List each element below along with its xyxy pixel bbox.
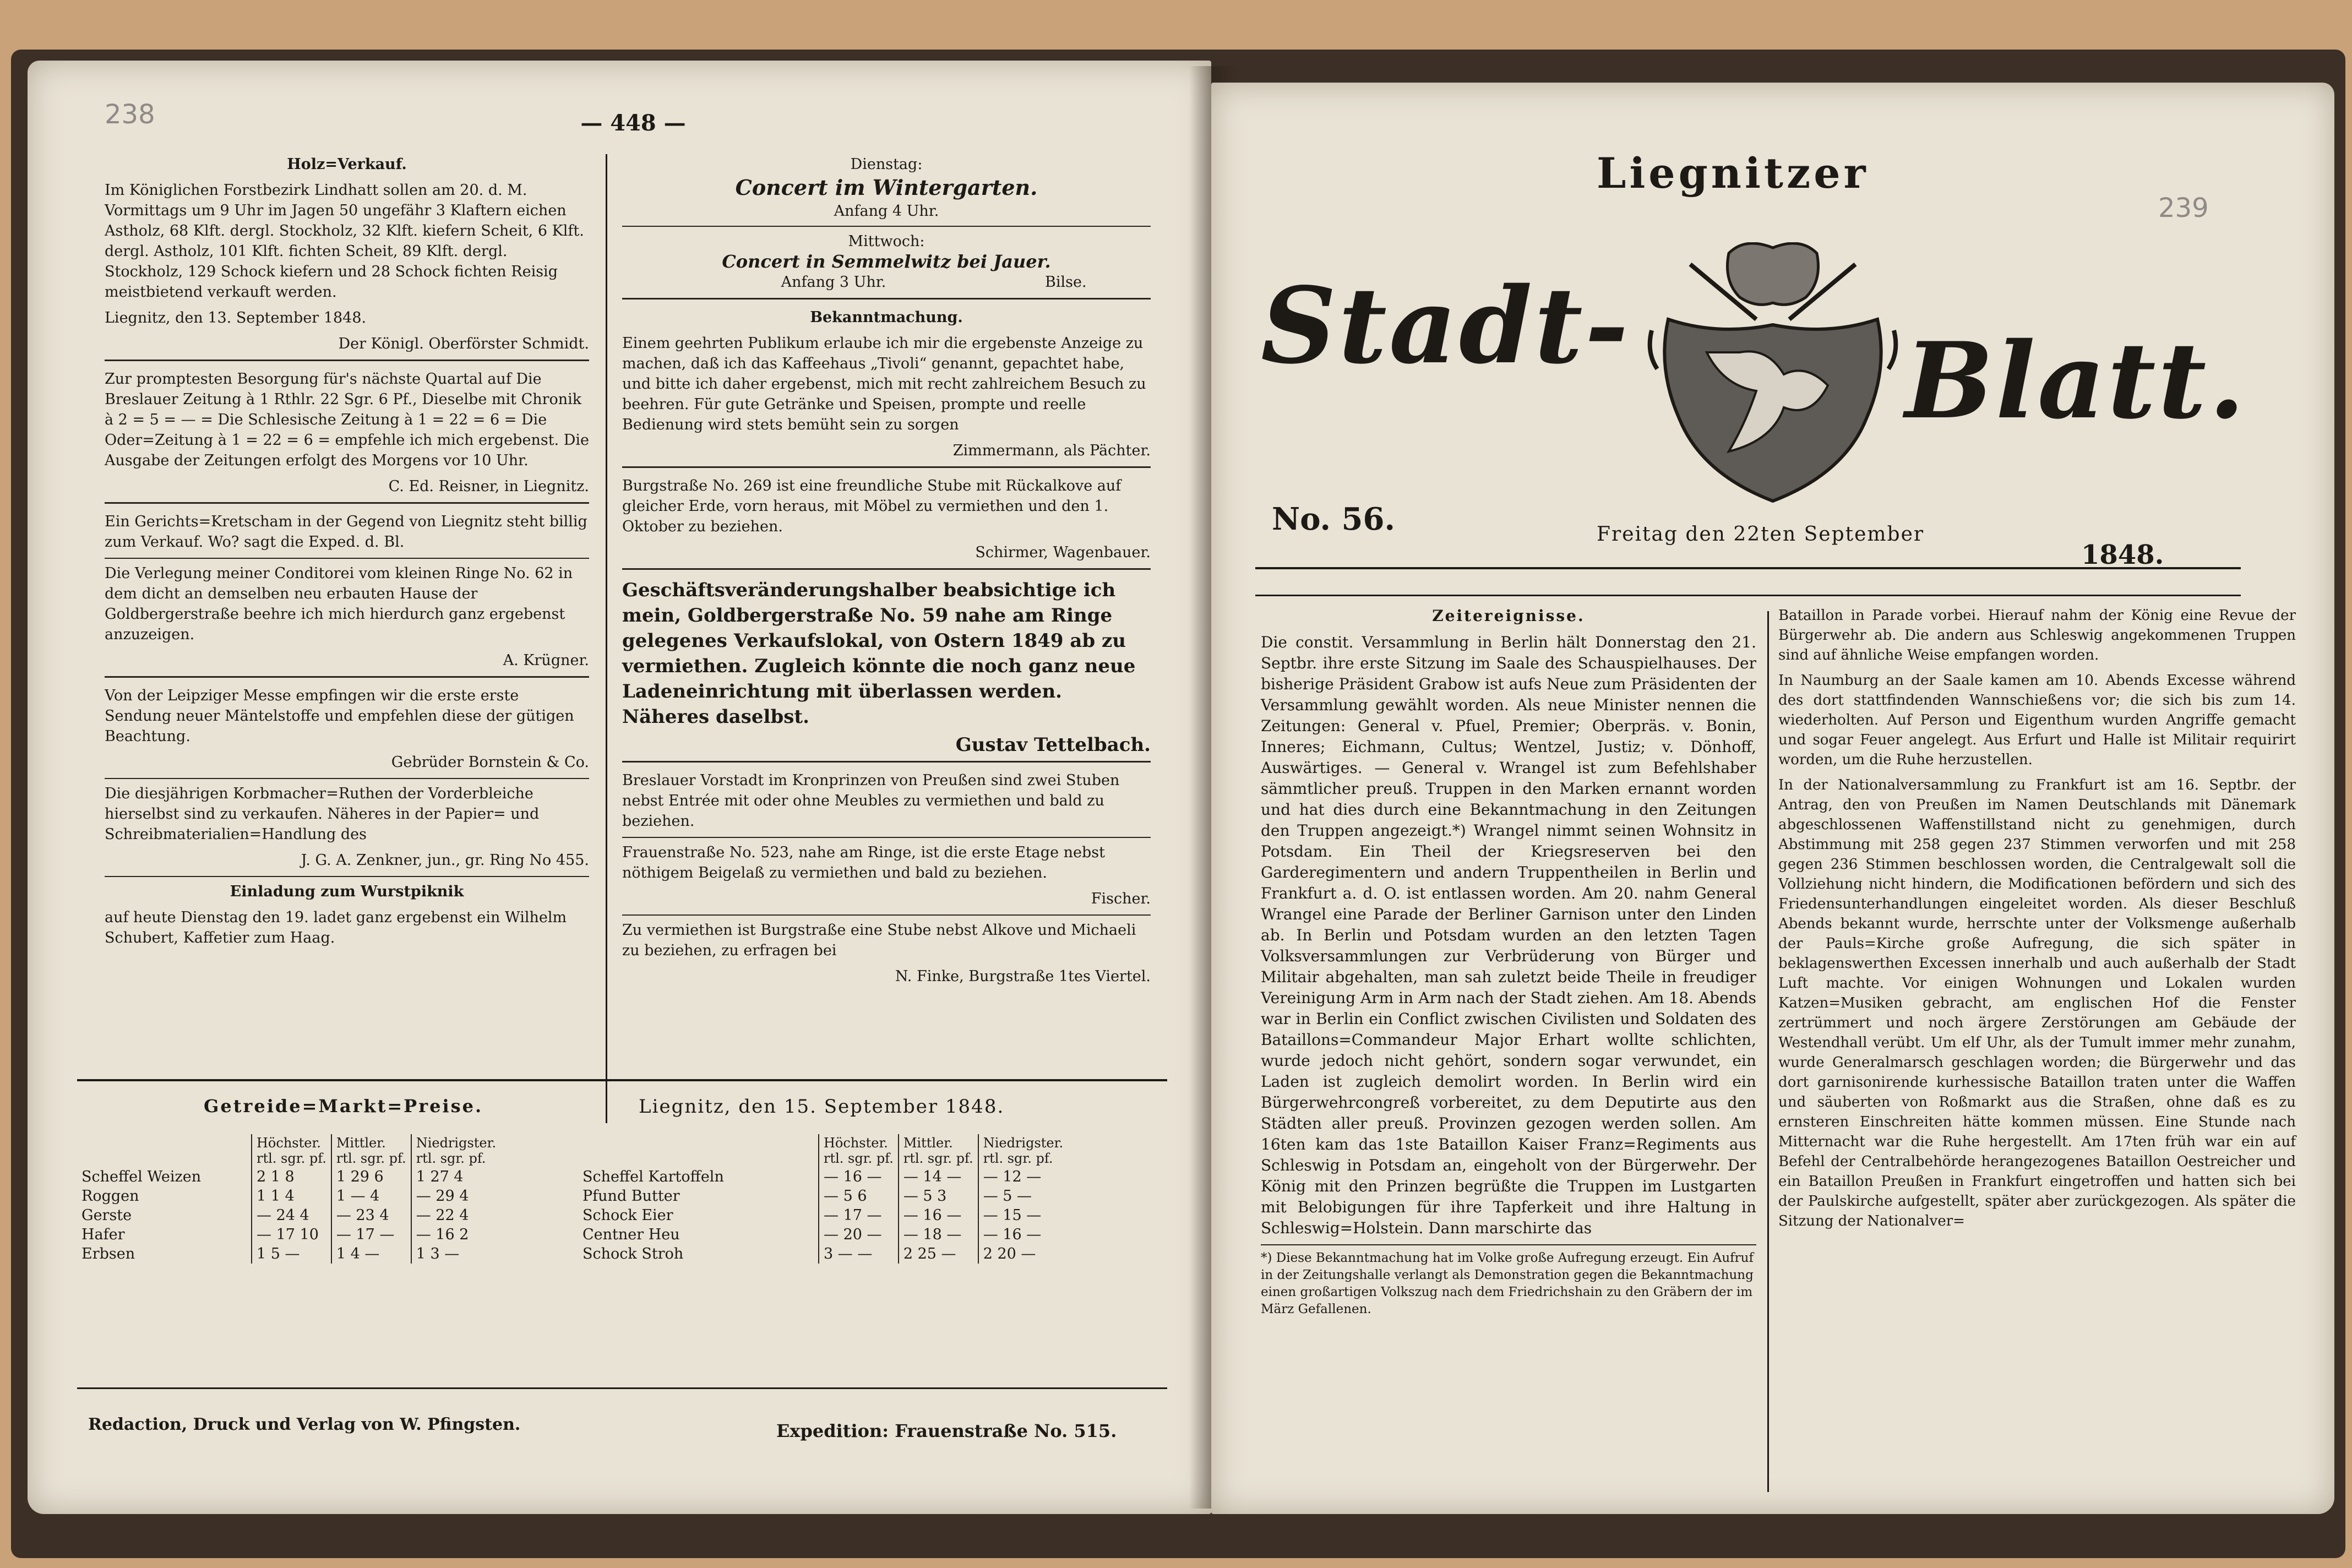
table-row — [77, 1167, 500, 1186]
zeitung-signature: C. Ed. Reisner, in Liegnitz. — [388, 478, 589, 495]
other-table — [578, 1134, 1068, 1264]
column-rule — [1767, 611, 1769, 1492]
price-cell: — 17 10 — [252, 1225, 331, 1244]
conditorei-signature: A. Krügner. — [503, 652, 589, 669]
bekanntmachung-signature: Zimmermann, als Pächter. — [952, 442, 1151, 459]
divider — [105, 502, 589, 504]
price-cell: — 5 6 — [819, 1186, 899, 1206]
dienstag-label: Dienstag: — [850, 156, 923, 173]
geschaeft-ad: Geschäftsveränderungshalber beabsichtige ich mein, Goldbergerstraße No. 59 nahe am Ringe gelegenes Verkaufslokal, von Ostern 1849 ab zu vermiethen. Zugleich könnte die noch ganz neue Ladeneinrichtung mit überlassen werden. Näheres daselbst. — [622, 579, 1136, 728]
right-column-1 — [1261, 606, 1756, 1324]
price-cell: 1 4 — — [331, 1244, 411, 1264]
table-row — [77, 1206, 500, 1225]
price-cell: — 15 — — [978, 1206, 1068, 1225]
table-row — [578, 1206, 1068, 1225]
coat-of-arms-icon — [1646, 242, 1899, 518]
price-cell: 1 — 4 — [331, 1186, 411, 1206]
row-label: Hafer — [81, 1226, 125, 1243]
price-cell: — 16 — — [978, 1225, 1068, 1244]
anfang-4: Anfang 4 Uhr. — [834, 203, 939, 220]
zeitung-body: Zur promptesten Besorgung für's nächste Quartal auf Die Breslauer Zeitung à 1 Rthlr. 22 Sgr. 6 Pf., Dieselbe mit Chronik à 2 = 5 = — = Die Schlesische Zeitung à 1 = 22 = 6 = Die Oder=Zeitung à 1 = 22 = 6 = empfehle ich mich ergebenst. Die Ausgabe der Zeitungen erfolgt des Morgens vor 10 Uhr. — [105, 371, 589, 469]
korb-ad: Die diesjährigen Korbmacher=Ruthen der Vorderbleiche hierselbst sind zu verkaufen. Näheres in der Papier= und Schreibmaterialien=Handlung des — [105, 785, 540, 843]
divider — [622, 298, 1151, 300]
footer-expedition: Expedition: Frauenstraße No. 515. — [776, 1420, 1117, 1441]
frauenstrasse-signature: Fischer. — [1091, 890, 1151, 907]
masthead-liegnitzer: Liegnitzer — [1597, 149, 1869, 198]
row-label: Scheffel Weizen — [81, 1168, 202, 1185]
table-row — [77, 1244, 500, 1264]
concert-semmelwitz: Concert in Semmelwitz bei Jauer. — [722, 251, 1051, 272]
col-mittler: Mittler. rtl. sgr. pf. — [331, 1134, 411, 1167]
other-table-header — [578, 1134, 1068, 1167]
news-paragraph: In der Nationalversammlung zu Frankfurt ist am 16. Septbr. der Antrag, den von Preußen im Namen Deutschlands mit Dänemark abgeschlossenen Waffenstillstand nicht zu genehmigen, durch Abstimmung mit 258 gegen 237 Stimmen verworfen und mit 258 gegen 236 Stimmen beschlossen worden, die Centralgewalt soll die Vollziehung nicht hindern, die Modificationen befördern und sich des Friedensunterhandlungen eingeleitet worden. Als dieser Beschluß Abends bekannt wurde, herrschte unter der Volksmenge außerhalb der Pauls=Kirche große Aufregung, die sich später in beklagenswerthen Excessen innerhalb und auch außerhalb der Stadt Luft machte. Vor einigen Wohnungen und Lokalen wurden Katzen=Musiken gebracht, am englischen Hof die Fenster zertrümmert und noch ärgere Zerstörungen am Gebäude der Westendhall verübt. Um elf Uhr, als der Tumult immer mehr zunahm, wurde Generalmarsch geschlagen worden; die Bürgerwehr und das dort garnisonirende kurhessische Bataillon traten unter die Waffen und säuberten von Roßmarkt aus die Straßen, ohne daß es zu ernsteren Einschreiten hätte kommen müssen. Eine Stunde nach Mitternacht war die Ruhe hergestellt. Am 17ten früh war ein auf Befehl der Centralbehörde herangezogenes Bataillon Oestreicher und ein Bataillon Preußen in Frankfurt eingetroffen und hatten sich bei der Paulskirche aufgestellt, später aber zurückgezogen. Als später die Sitzung der Nationalver= — [1778, 777, 2296, 1229]
grain-price-table — [77, 1134, 500, 1264]
divider — [1261, 1244, 1756, 1245]
left-page — [28, 61, 1211, 1514]
price-cell: 2 1 8 — [252, 1167, 331, 1186]
masthead-stadt: Stadt- — [1261, 264, 1631, 387]
issue-number: No. 56. — [1272, 501, 1395, 537]
grain-table-header — [77, 1134, 500, 1167]
table-row — [578, 1186, 1068, 1206]
geschaeft-signature: Gustav Tettelbach. — [955, 734, 1151, 756]
bekanntmachung-body: Einem geehrten Publikum erlaube ich mir die ergebenste Anzeige zu machen, daß ich das Kaffeehaus „Tivoli“ genannt, gepachtet habe, und bitte ich daher ergebenst, mich mit recht zahlreichem Besuch zu beehren. Für gute Getränke und Speisen, prompte und reelle Bedienung wird stets bemüht sein zu sorgen — [622, 335, 1146, 433]
korb-signature: J. G. A. Zenkner, jun., gr. Ring No 455. — [301, 852, 589, 869]
row-label: Scheffel Kartoffeln — [582, 1168, 724, 1185]
messe-signature: Gebrüder Bornstein & Co. — [391, 754, 589, 771]
table-row — [578, 1225, 1068, 1244]
table-row — [578, 1244, 1068, 1264]
divider — [622, 914, 1151, 916]
price-cell: 1 1 4 — [252, 1186, 331, 1206]
burgstube-signature: N. Finke, Burgstraße 1tes Viertel. — [895, 968, 1151, 985]
footer-rule — [77, 1387, 1167, 1389]
row-label: Schock Stroh — [582, 1245, 684, 1262]
market-title: Getreide=Markt=Preise. — [204, 1096, 483, 1117]
burgstrasse-269-signature: Schirmer, Wagenbauer. — [975, 544, 1151, 561]
right-column-2 — [1778, 606, 2296, 1237]
divider — [105, 876, 589, 877]
market-date: Liegnitz, den 15. September 1848. — [639, 1096, 1005, 1118]
kretscham-ad: Ein Gerichts=Kretscham in der Gegend von Liegnitz steht billig zum Verkauf. Wo? sagt die Exped. d. Bl. — [105, 513, 587, 551]
price-cell: — 5 — — [978, 1186, 1068, 1206]
price-cell: — 17 — — [331, 1225, 411, 1244]
col-niedrigster: Niedrigster. rtl. sgr. pf. — [978, 1134, 1068, 1167]
pencil-page-note: 238 — [105, 99, 155, 130]
row-label: Centner Heu — [582, 1226, 680, 1243]
other-price-table — [578, 1134, 1068, 1264]
price-cell: — 23 4 — [331, 1206, 411, 1225]
price-cell: — 20 — — [819, 1225, 899, 1244]
issue-date: Freitag den 22ten September — [1597, 523, 1925, 546]
row-label: Roggen — [81, 1188, 139, 1205]
price-cell: 1 29 6 — [331, 1167, 411, 1186]
conditorei-ad: Die Verlegung meiner Conditorei vom kleinen Ringe No. 62 in dem dicht an demselben neu erbauten Hause der Goldbergerstraße beehre ich mich hierdurch ganz ergebenst anzuzeigen. — [105, 565, 573, 643]
divider — [105, 558, 589, 559]
price-cell: — 14 — — [899, 1167, 978, 1186]
frauenstrasse-ad: Frauenstraße No. 523, nahe am Ringe, ist die erste Etage nebst nöthigem Beigelaß zu vermiethen und bald zu beziehen. — [622, 844, 1105, 881]
price-cell: — 16 — — [899, 1206, 978, 1225]
divider — [105, 360, 589, 361]
row-label: Gerste — [81, 1207, 132, 1224]
col-hoechster: Höchster. rtl. sgr. pf. — [252, 1134, 331, 1167]
table-row — [77, 1186, 500, 1206]
left-column-1 — [105, 154, 589, 954]
divider — [622, 568, 1151, 570]
price-cell: — 16 — — [819, 1167, 899, 1186]
price-cell: 1 5 — — [252, 1244, 331, 1264]
left-column-2 — [622, 154, 1151, 992]
table-row — [578, 1167, 1068, 1186]
price-cell: — 29 4 — [411, 1186, 500, 1206]
col-niedrigster: Niedrigster. rtl. sgr. pf. — [411, 1134, 500, 1167]
issue-year: 1848. — [2081, 540, 2164, 570]
messe-ad: Von der Leipziger Messe empfingen wir die erste erste Sendung neuer Mäntelstoffe und empfehlen diese der gütigen Beachtung. — [105, 687, 574, 745]
row-label: Erbsen — [81, 1245, 135, 1262]
footer-imprint: Redaction, Druck und Verlag von W. Pfingsten. — [88, 1415, 521, 1434]
divider — [622, 226, 1151, 227]
burgstrasse-269-ad: Burgstraße No. 269 ist eine freundliche Stube mit Rückalkove auf gleicher Erde, vorn heraus, mit Möbel zu vermiethen und den 1. Oktober zu beziehen. — [622, 477, 1121, 535]
col-mittler: Mittler. rtl. sgr. pf. — [899, 1134, 978, 1167]
table-row — [77, 1225, 500, 1244]
holz-date: Liegnitz, den 13. September 1848. — [105, 309, 367, 326]
price-cell: — 5 3 — [899, 1186, 978, 1206]
grain-table — [77, 1134, 500, 1264]
zeitereignisse-title: Zeitereignisse. — [1432, 607, 1585, 625]
divider — [105, 676, 589, 678]
news-paragraph: Bataillon in Parade vorbei. Hierauf nahm der König eine Revue der Bürgerwehr ab. Die andern aus Schleswig angekommenen Truppen sind auf ähnliche Weise empfangen worden. — [1778, 607, 2296, 663]
price-cell: 1 27 4 — [411, 1167, 500, 1186]
burgstube-ad: Zu vermiethen ist Burgstraße eine Stube nebst Alkove und Michaeli zu beziehen, zu erfragen bei — [622, 922, 1136, 959]
divider — [622, 837, 1151, 838]
price-cell: — 16 2 — [411, 1225, 500, 1244]
bilse-signature: Bilse. — [1045, 274, 1087, 291]
col-hoechster: Höchster. rtl. sgr. pf. — [819, 1134, 899, 1167]
wurst-title: Einladung zum Wurstpiknik — [230, 883, 464, 900]
price-cell: 2 25 — — [899, 1244, 978, 1264]
price-cell: — 18 — — [899, 1225, 978, 1244]
wurst-body: auf heute Dienstag den 19. ladet ganz ergebenst ein Wilhelm Schubert, Kaffetier zum Haag. — [105, 909, 567, 946]
breslauer-ad: Breslauer Vorstadt im Kronprinzen von Preußen sind zwei Stuben nebst Entrée mit oder ohne Meubles zu vermiethen und bald zu beziehen. — [622, 772, 1120, 830]
divider — [622, 466, 1151, 468]
row-label: Schock Eier — [582, 1207, 673, 1224]
holz-body: Im Königlichen Forstbezirk Lindhatt sollen am 20. d. M. Vormittags um 9 Uhr im Jagen 50 ungefähr 3 Klaftern eichen Astholz, 68 Klft. dergl. Stockholz, 32 Klft. kiefern Scheit, 6 Klft. dergl. Astholz, 101 Klft. fichten Scheit, 89 Klft. dergl. Stockholz, 129 Schock kiefern und 28 Schock fichten Reisig meistbietend verkauft werden. — [105, 182, 584, 301]
price-cell: 1 3 — — [411, 1244, 500, 1264]
price-cell: — 12 — — [978, 1167, 1068, 1186]
holz-title: Holz=Verkauf. — [287, 156, 407, 173]
row-label: Pfund Butter — [582, 1188, 680, 1205]
news-paragraph: Die constit. Versammlung in Berlin hält Donnerstag den 21. Septbr. ihre erste Sitzung im Saale des Schauspielhauses. Der bisherige Präsident Grabow ist aufs Neue zum Präsidenten der Versammlung gewählt worden. Als neue Minister nennen die Zeitungen: General v. Pfuel, Premier; Oberpräs. v. Bonin, Inneres; Eichmann, Cultus; Wentzel, Justiz; v. Dönhoff, Auswärtiges. — General v. Wrangel ist zum Befehlshaber sämmtlicher preuß. Truppen in den Marken ernannt worden und hat dies durch eine Bekanntmachung in den Zeitungen den Truppen angezeigt.*) Wrangel nimmt seinen Wohnsitz in Potsdam. Ein Theil der Kriegsreserven bei den Garderegimentern und andern Truppentheilen in Berlin und Frankfurt a. d. O. ist entlassen worden. Am 20. nahm General Wrangel eine Parade der Berliner Garnison unter den Linden ab. In Berlin und Potsdam wurden an den letzten Tagen Volksversammlungen zur Verbrüderung von Bürger und Militair abgehalten, man sah zuletzt beide Theile in freudiger Vereinigung Arm in Arm nach der Stadt ziehen. Am 18. Abends war in Berlin ein Conflict zwischen Civilisten und Soldaten des Bataillons=Commandeur Major Erhart wollte schlichten, wurde jedoch nicht gehört, sondern sogar verwundet, ein Laden ist zugleich demolirt worden. In Berlin wird ein Bürgerwehrcongreß vorbereitet, zu dem Deputirte aus den Städten aller preuß. Provinzen gezogen werden sollen. Am 16ten kam das 1ste Bataillon Kaiser Franz=Regiments aus Schleswig in Potsdam an, eingeholt von der Bürgerwehr. Der König mit den Prinzen begrüßte die Truppen im Lustgarten mit Belobigungen für ihre Tapferkeit und ihre Haltung in Schleswig=Holstein. Dann marschirte das — [1261, 633, 1756, 1237]
price-cell: 3 — — — [819, 1244, 899, 1264]
divider — [105, 778, 589, 779]
bekanntmachung-title: Bekanntmachung. — [810, 309, 963, 326]
column-rule — [606, 154, 607, 1123]
mittwoch-label: Mittwoch: — [848, 233, 925, 250]
concert-wintergarten: Concert im Wintergarten. — [735, 175, 1038, 200]
news-paragraph: In Naumburg an der Saale kamen am 10. Abends Excesse während des dort stattfindenden Wannschießens vor; die sich bis zum 14. wiederholten. Auf Person und Eigenthum wurden Angriffe gemacht und sogar Feuer angelegt. Aus Erfurt und Halle ist Militair requirirt worden, um die Ruhe herzustellen. — [1778, 672, 2296, 768]
divider — [622, 761, 1151, 763]
price-cell: — 17 — — [819, 1206, 899, 1225]
price-cell: — 24 4 — [252, 1206, 331, 1225]
anfang-3: Anfang 3 Uhr. — [781, 274, 886, 291]
price-cell: — 22 4 — [411, 1206, 500, 1225]
holz-signature: Der Königl. Oberförster Schmidt. — [338, 335, 589, 352]
issue-rule — [1255, 595, 2241, 596]
footnote: *) Diese Bekanntmachung hat im Volke große Aufregung erzeugt. Ein Aufruf in der Zeitungshalle verlangt als Demonstration gegen die Bekanntmachung einen großartigen Volkszug nach dem Friedrichshain zu den Gräbern der im März Gefallenen. — [1261, 1251, 1754, 1316]
price-cell: 2 20 — — [978, 1244, 1068, 1264]
pencil-page-note: 239 — [2158, 193, 2209, 224]
market-top-rule — [77, 1079, 1167, 1081]
page-number: — 448 — — [580, 110, 686, 136]
masthead-blatt: Blatt. — [1905, 319, 2247, 442]
